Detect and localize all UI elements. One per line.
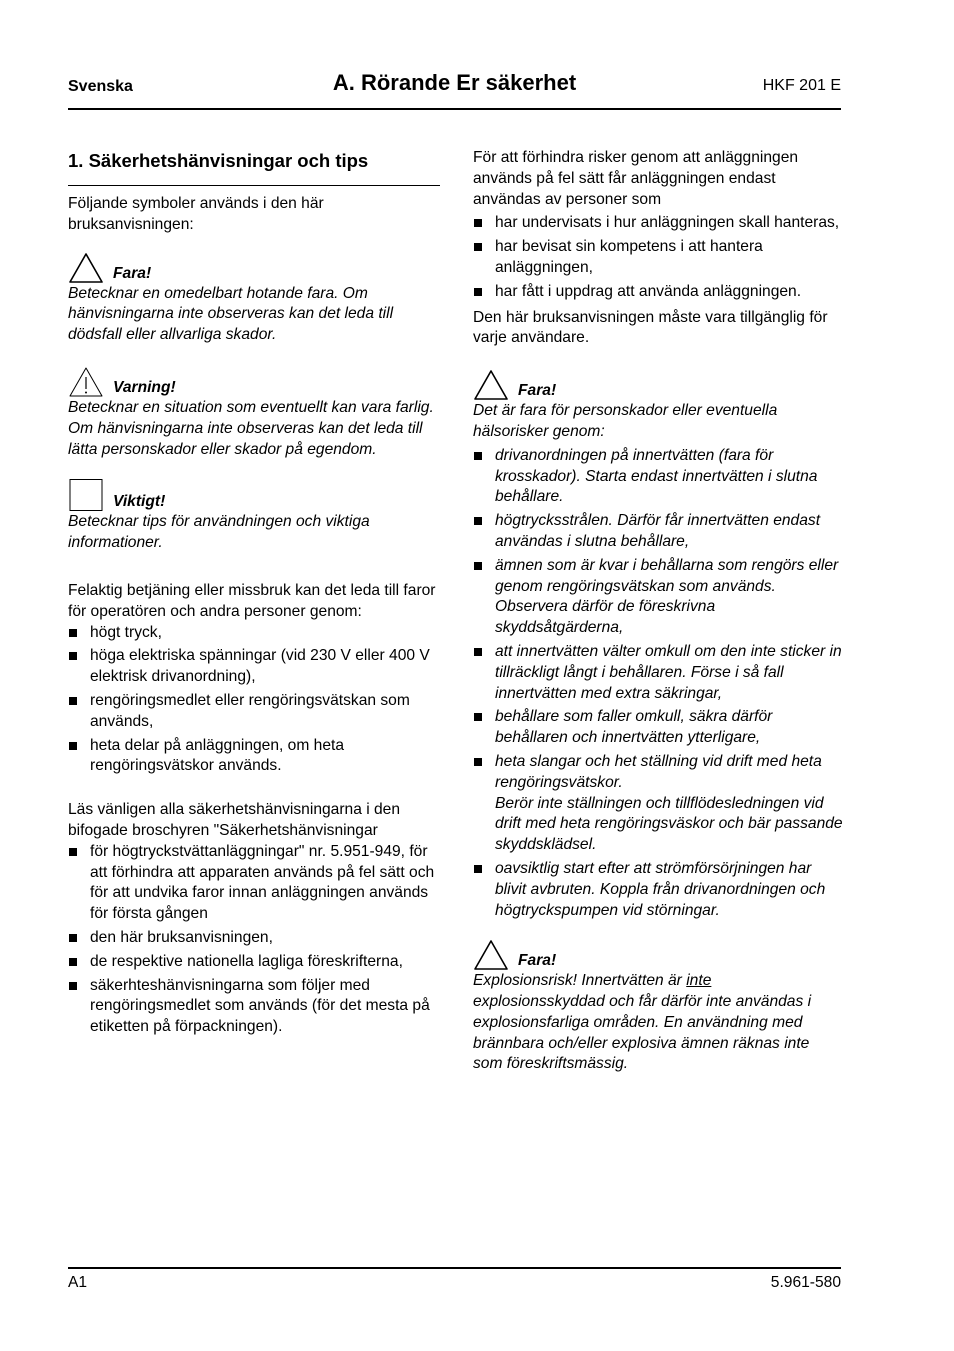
fara-symbol-row bbox=[473, 365, 843, 401]
list-item: har fått i uppdrag att använda anläggningen. bbox=[473, 282, 843, 303]
varning-description: Betecknar en situation som eventuellt kan vara farlig. Om hänvisningarna inte observeras kan det leda till lätta personskador eller skador på egendom. bbox=[68, 398, 434, 458]
list-item: den här bruksanvisningen, bbox=[68, 928, 440, 949]
danger-triangle-icon bbox=[473, 369, 509, 401]
header-model: HKF 201 E bbox=[762, 77, 841, 94]
misuse-intro: Felaktig betjäning eller missbruk kan det leda till faror för operatören och andra personer genom: bbox=[68, 581, 436, 620]
list-item: drivanordningen på innertvätten (fara för krosskador). Starta endast innertvätten i slutna behållare. bbox=[473, 446, 843, 508]
list-item: att innertvätten välter omkull om den inte sticker in tillräckligt långt i behållaren. Förse i så fall innertvätten med extra säkringar, bbox=[473, 642, 843, 704]
list-item-text: heta slangar och het ställning vid drift med heta rengöringsvätskor. bbox=[495, 752, 822, 791]
explosion-rest: explosionsskyddad och får därför inte användas i explosionsfarliga områden. En användning med brännbara och/eller explosiva ämnen räknas inte som föreskriftsmässig. bbox=[473, 993, 812, 1073]
hazards-list bbox=[473, 446, 843, 922]
list-item-continuation: Berör inte ställningen och tillflödesledningen vid drift med heta rengöringsväskor och bär passande skyddsklädsel. bbox=[495, 794, 843, 854]
brochure-list bbox=[68, 842, 440, 1038]
explosion-warning bbox=[473, 971, 843, 1075]
hazards-intro: Det är fara för personskador eller eventuella hälsorisker genom: bbox=[473, 402, 778, 440]
fara-label: Fara! bbox=[113, 264, 152, 282]
fara-description: Betecknar en omedelbart hotande fara. Om hänvisningarna inte observeras kan det leda till dödsfall eller allvarliga skador. bbox=[68, 284, 394, 344]
varning-symbol-row bbox=[68, 362, 440, 398]
fara-label: Fara! bbox=[518, 952, 557, 970]
list-item: heta delar på anläggningen, om heta rengöringsvätskor används. bbox=[68, 736, 440, 778]
varning-label: Varning! bbox=[113, 378, 176, 396]
viktigt-description: Betecknar tips för användningen och viktiga informationer. bbox=[68, 513, 370, 552]
fara-symbol-row bbox=[473, 935, 843, 971]
qualified-persons-list bbox=[473, 213, 843, 302]
explosion-lead: Explosionsrisk! Innertvätten är bbox=[473, 972, 687, 990]
list-item: högt tryck, bbox=[68, 623, 440, 644]
availability-note: Den här bruksanvisningen måste vara tillgänglig för varje användare. bbox=[473, 308, 828, 347]
fara-label: Fara! bbox=[518, 382, 557, 400]
list-item: högtrycksstrålen. Därför får innertvätten endast användas i slutna behållare, bbox=[473, 511, 843, 553]
list-item: ämnen som är kvar i behållarna som rengörs eller genom rengöringsvätskan som används. Observera därför de föreskrivna skyddsåtgärderna, bbox=[473, 556, 843, 639]
section-heading: 1. Säkerhetshänvisningar och tips bbox=[68, 150, 369, 171]
list-item: säkerhteshänvisningarna som följer med rengöringsmedlet som används (för det mesta på etiketten på förpackningen). bbox=[68, 976, 440, 1038]
list-item: för högtryckstvättanläggningar" nr. 5.951-949, för att förhindra att apparaten används på fel sätt och för att undvika faror innan anläggningen används för första gången bbox=[68, 842, 440, 925]
danger-triangle-icon bbox=[68, 252, 104, 284]
list-item: behållare som faller omkull, säkra därför behållaren och innertvätten ytterligare, bbox=[473, 707, 843, 749]
right-column bbox=[473, 148, 843, 1075]
list-item: höga elektriska spänningar (vid 230 V eller 400 V elektrisk drivanordning), bbox=[68, 646, 440, 688]
warning-triangle-icon bbox=[68, 366, 104, 398]
document-number: 5.961-580 bbox=[770, 1274, 841, 1291]
header-language: Svenska bbox=[68, 78, 133, 95]
explosion-emphasis: inte bbox=[686, 972, 712, 990]
list-item bbox=[473, 752, 843, 856]
info-square-icon bbox=[68, 478, 104, 512]
heading-rule bbox=[68, 185, 440, 186]
misuse-list bbox=[68, 623, 440, 778]
left-column bbox=[68, 148, 440, 1041]
list-item: har undervisats i hur anläggningen skall hanteras, bbox=[473, 213, 843, 234]
prevent-intro: För att förhindra risker genom att anläggningen används på fel sätt får anläggningen endast användas av personer som bbox=[473, 149, 799, 208]
danger-triangle-icon bbox=[473, 939, 509, 971]
brochure-intro: Läs vänligen alla säkerhetshänvisningarna i den bifogade broschyren "Säkerhetshänvisningar bbox=[68, 801, 401, 839]
header-rule bbox=[68, 108, 841, 110]
list-item: oavsiktlig start efter att strömförsörjningen har blivit avbruten. Koppla från drivanordningen och högtryckspumpen vid störningar. bbox=[473, 859, 843, 921]
page-number: A1 bbox=[68, 1274, 88, 1291]
footer-rule bbox=[68, 1267, 841, 1269]
list-item: de respektive nationella lagliga föreskrifterna, bbox=[68, 952, 440, 973]
page-header bbox=[68, 70, 841, 106]
page-title: A. Rörande Er säkerhet bbox=[332, 70, 577, 95]
viktigt-symbol-row bbox=[68, 476, 440, 512]
list-item: har bevisat sin kompetens i att hantera anläggningen, bbox=[473, 237, 843, 279]
symbols-intro: Följande symboler används i den här bruksanvisningen: bbox=[68, 195, 324, 233]
fara-symbol-row bbox=[68, 248, 440, 284]
viktigt-label: Viktigt! bbox=[113, 493, 166, 511]
list-item: rengöringsmedlet eller rengöringsvätskan som används, bbox=[68, 691, 440, 733]
